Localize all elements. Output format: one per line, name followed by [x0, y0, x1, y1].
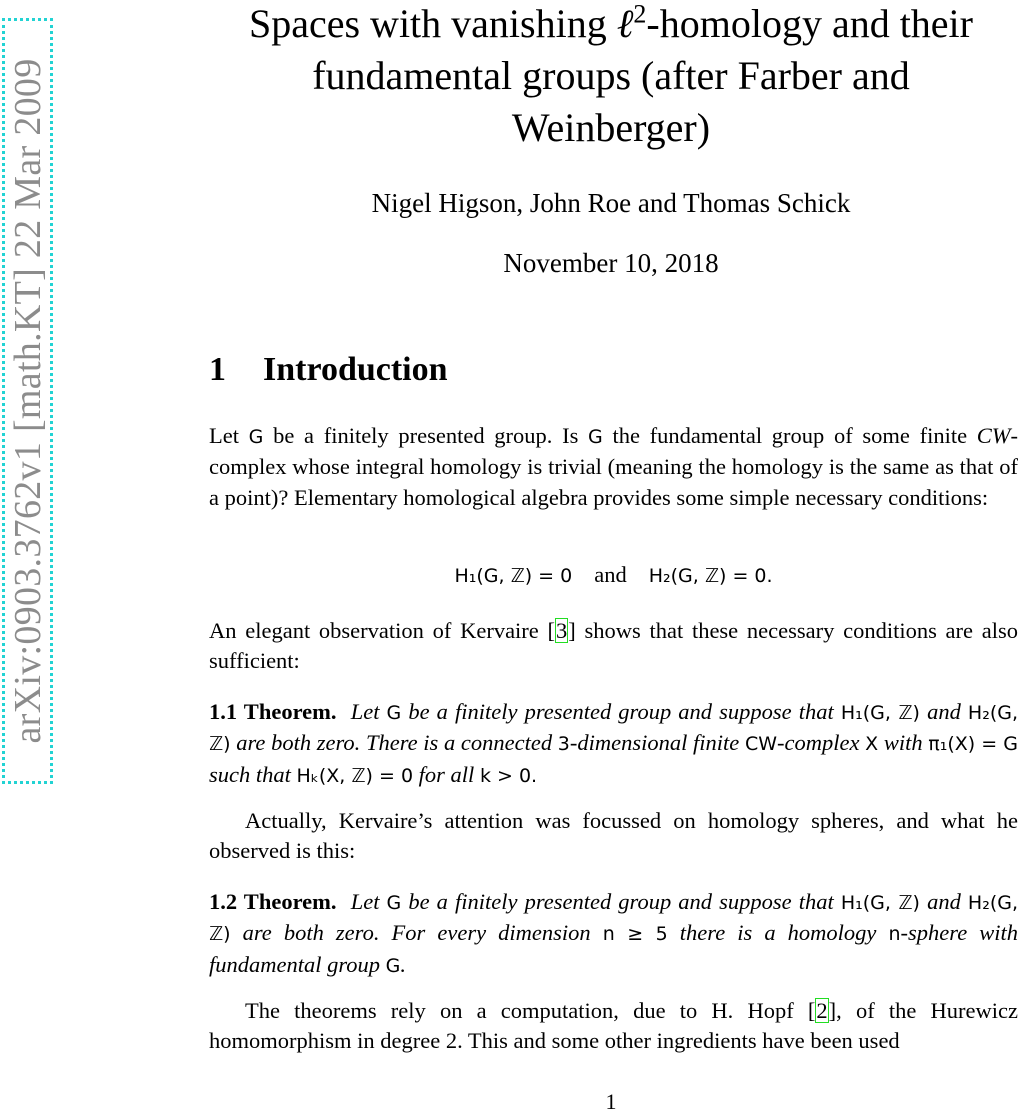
- equation-left: H₁(G, ℤ) = 0: [454, 565, 573, 587]
- paragraph-hopf: The theorems rely on a computation, due to H. Hopf [2], of the Hurewicz homomorphism in degree 2. This and some other ingredients have been used: [209, 998, 1018, 1054]
- section-title: Introduction: [263, 351, 448, 388]
- paragraph-kervaire: An elegant observation of Kervaire [3] shows that these necessary conditions are also sufficient:: [209, 618, 1018, 674]
- title-line2: fundamental groups (after Farber and: [312, 53, 910, 98]
- theorem-1-1: 1.1 Theorem. Let G be a finitely presented group and suppose that H₁(G, ℤ) and H₂(G, ℤ) are both zero. There is a connected 3-dimensional finite CW-complex X with π₁(X) = G such that Hₖ(X, ℤ) = 0 for all k > 0.: [209, 699, 1019, 787]
- citation-link-3[interactable]: 3: [556, 618, 568, 643]
- title-part1: Spaces with vanishing: [248, 1, 617, 46]
- paragraph-homology-spheres: Actually, Kervaire’s attention was focussed on homology spheres, and what he observed is this:: [209, 808, 1018, 864]
- equation-right: H₂(G, ℤ) = 0.: [648, 565, 773, 587]
- paper-title: [205, 0, 1017, 154]
- title-superscript: 2: [633, 0, 647, 29]
- paragraph-intro: Let G be a finitely presented group. Is G the fundamental group of some finite CW-complex whose integral homology is trivial (meaning the homology is the same as that of a point)? Elementary homological algebra provides some simple necessary conditions:: [209, 423, 1018, 510]
- display-equation: [209, 562, 1018, 588]
- theorem-1-1-heading: 1.1 Theorem.: [209, 699, 337, 724]
- date: November 10, 2018: [503, 248, 719, 278]
- citation-link-2[interactable]: 2: [816, 998, 828, 1023]
- title-ell: ℓ: [616, 1, 634, 46]
- theorem-1-2-heading: 1.2 Theorem.: [209, 889, 337, 914]
- section-heading: [209, 351, 448, 389]
- arxiv-stamp: [2, 18, 53, 784]
- section-number: 1: [209, 351, 226, 388]
- arxiv-stamp-text: arXiv:0903.3762v1 [math.KT] 22 Mar 2009: [6, 58, 49, 744]
- title-part2: -homology and their: [646, 1, 973, 46]
- equation-and: and: [594, 562, 627, 587]
- page-number: 1: [605, 1089, 617, 1114]
- authors: Nigel Higson, John Roe and Thomas Schick: [371, 188, 851, 218]
- title-line3: Weinberger): [511, 105, 711, 150]
- theorem-1-2: 1.2 Theorem. Let G be a finitely presented group and suppose that H₁(G, ℤ) and H₂(G, ℤ) are both zero. For every dimension n ≥ 5 there is a homology n-sphere with fundamental group G.: [209, 889, 1019, 977]
